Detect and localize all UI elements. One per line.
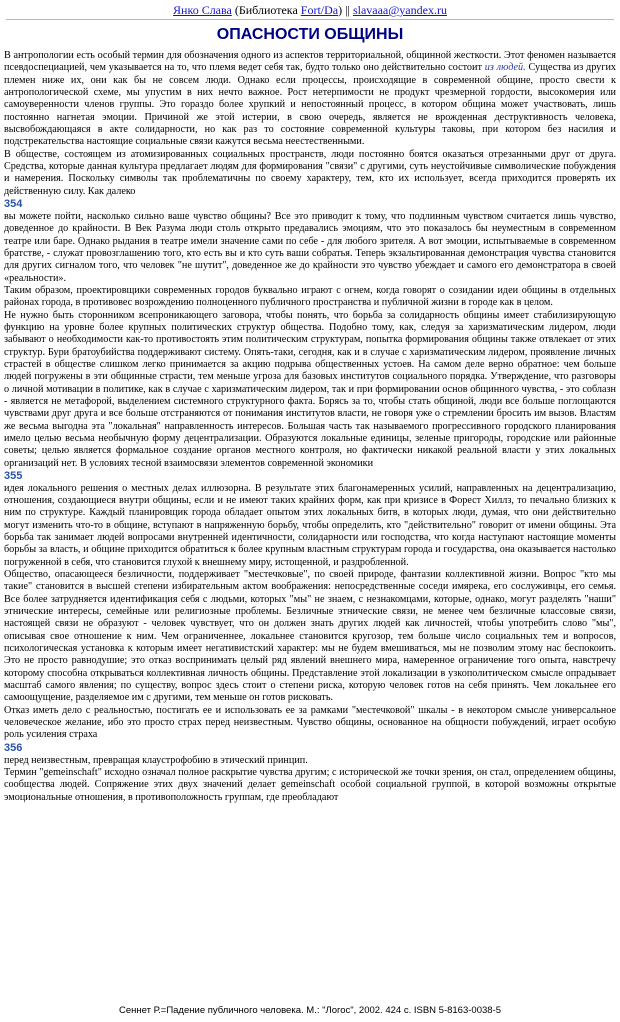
library-suffix: ) || xyxy=(338,3,353,17)
library-link[interactable]: Fort/Da xyxy=(300,3,339,17)
document-body xyxy=(4,50,616,998)
citation-footer: Сеннет Р.=Падение публичного человека. М.: "Логос", 2002. 424 с. ISBN 5-8163-0038-5 xyxy=(119,1005,501,1016)
paragraph-4: Таким образом, проектировщики современных городов буквально играют с огнем, когда говорят о созидании идеи общины в отдельных районах города, в противовес возрождению полноценного публичного пространства и публичной жизни в городе как в целом. xyxy=(4,284,616,309)
paragraph-2: В обществе, состоящем из атомизированных социальных пространств, люди постоянно боятся оказаться отрезанными друг от друга. Средства, которые данная культура предлагает людям для формирования "связи" с другими, суть неустойчивые символические побуждения и намерения. Поскольку символы так проблематичны по своему характеру, тем, кто их использует, всегда приходится проверять их действенную силу. Как далеко xyxy=(4,148,616,197)
paragraph-5: Не нужно быть сторонником всепроникающего заговора, чтобы понять, что борьба за солидарность общины имеет стабилизирующую функцию на уровне более крупных политических структур общества. Подобно тому, как, следуя за харизматическим лидером, люди забывают о необходимости как-то противостоять этим политическим структурам, попытка формирования общины также отвлекает от этих структур. Бури братоубийства поддерживают систему. Опять-таки, сегодня, как и в случае с харизматическим лидером, проявление личных страстей в обществе слишком легко принимается за акцию подрыва общественных устоев. На самом деле верно обратное: чем больше людей погружены в эти общинные страсти, тем меньше угроза для базовых институтов социального порядка. Утверждение, что разговоры о личной мотивации в политике, как в случае с харизматическим лидером, так и при формировании основ общинного чувства, - это соблазн - является не метафорой, выделением системного структурного факта. Борясь за то, чтобы стать общиной, люди все больше поглощаются чувствами друг друга и все больше отстраняются от понимания институтов власти, не говоря уже о стремлении бросить им вызов. Властям же весьма выгодна эта "локальная" направленность интересов. Большая часть так называемого прогрессивного городского планирования имело целью весьма необычную форму децентрализации. Образуются локальные единицы, зеленые пригороды, городские или районные советы; целью является формальное создание органов местного контроля, но фактически никакой реальной власти у этих локальных организаций нет. В условиях тесной взаимосвязи элементов современной экономики xyxy=(4,309,616,469)
emphasis-text: из людей. xyxy=(484,62,526,74)
paragraph-6: идея локального решения о местных делах иллюзорна. В результате этих благонамеренных усилий, направленных на децентрализацию, отношения, создающиеся внутри общины, если и не имеют таких крайних форм, как при кризисе в Форест Хиллз, то печально близких к ним по структуре. Каждый планировщик города обладает опытом этих локальных битв, в которых люди, думая, что они действительно могут изменить что-то в общине, вступают в напряженную борьбу, чтобы определить, кто "действительно" говорит от имени общины. Эта борьба так занимает людей вопросами внутренней идентичности, солидарности или господства, что когда наступают настоящие моменты борьбы за власть, и общине приходится обратиться к более крупным властным структурам города и государства, она оказывается настолько погруженной в себя, что становится глухой к внешнему миру, истощенной, и раздробленной. xyxy=(4,482,616,568)
page-number-355: 355 xyxy=(4,469,23,482)
paragraph-1-end: Существа из других племен ниже их, они как бы не совсем люди. Однако если процессы, происходящие в современной общине, просто свести к антропологической схеме, мы упустим в них нечто важное. Рост нетерпимости не продукт чрезмерной гордости, высокомерия или самоуверенности членов группы. Это гораздо более хрупкий и непостоянный процесс, в котором община может участвовать, лишь постоянно нагнетая эмоции. Причиной же этой истерии, в свою очередь, является не врожденная деструктивность человека, высвобождающаяся в акте солидарности, но как раз то состояние современной культуры таковы, при котором без насилия и подстрекательства настоящие социальные связи кажутся весьма неестественными. xyxy=(4,62,616,148)
library-prefix: (Библиотека xyxy=(234,3,301,17)
paragraph-3: вы можете пойти, насколько сильно ваше чувство общины? Все это приводит к тому, что подлинным чувством считается лишь чувство, доведенное до крайности. В Век Разума люди столь открыто предавались эмоциям, что это показалось бы неуместным в современном театре или баре. Однако рыдания в театре имели значение сами по себе - для любого зрителя. А вот эмоции, испытываемые в современном братстве, - служат провозглашению того, кто есть вы и кто суть ваши собратья. Теперь экзальтированная демонстрация чувства становится для других сигналом того, что человек "не шутит", доведенное же до крайности это чувство убеждает и самого его демонстратора в своей «реальности». xyxy=(4,210,616,284)
email-link[interactable]: slavaaa@yandex.ru xyxy=(352,3,447,17)
paragraph-7: Общество, опасающееся безличности, поддерживает "местечковые", по своей природе, фантазии коллективной жизни. Вопрос "кто мы такие" становится в высшей степени избирательным актом воображения: непосредственные соседи имярека, его сослуживцы, его семья. Все более затрудняется идентификация себя с людьми, которых "мы" не знаем, с незнакомцами, которые, однако, могут разделять "наши" этнические интересы, семейные или религиозные проблемы. Безличные этнические связи, не менее чем безличные классовые связи, настоящей связи не образуют - человек чувствует, что он должен знать других людей как личностей, чтобы употребить слово "мы", описывая свое отношение к ним. Чем ограниченнее, локальнее становится кругозор, тем больше число социальных тем и вопросов, психологическая установка к которым имеет негативистский характер: мы не будем вмешиваться, мы не позволим этому нас беспокоить. Это не просто равнодушие; это отказ воспринимать целый ряд явлений внешнего мира, намеренное ограничение того опыта, навстречу которому способна открываться коллективная личность общины. Представление этой локализации в узкополитическом смысле опрадывает масштаб самого явления; по существу, вопрос здесь стоит о степени риска, которую человек готов на себя принять. Чем локальнее его самоощущение, разделяемое им с другими, тем меньше он готов рисковать. xyxy=(4,569,616,704)
header-divider xyxy=(6,19,614,20)
paragraph-8: Отказ иметь дело с реальностью, постигать ее и использовать ее за рамками "местечковой" шкалы - в некотором смысле универсальное человеческое желание, ибо это просто страх перед неизвестным. Чувство общины, основанное на общности побуждений, играет особую роль усиления страха xyxy=(4,704,616,741)
page-title: ОПАСНОСТИ ОБЩИНЫ xyxy=(216,26,404,43)
paragraph-10: Термин "gemeinschaft" исходно означал полное раскрытие чувства другим; с исторической же точки зрения, он стал, определением общины, сообщества людей. Сопряжение этих двух значений делает gemeinschaft особой социальной группой, в которой возможны открытые эмоциональные отношения, в противоположность группам, где преобладают xyxy=(4,767,616,803)
library-header xyxy=(0,3,620,17)
paragraph-9: перед неизвестным, превращая клаустрофобию в этический принцип. xyxy=(4,754,308,766)
page-number-356: 356 xyxy=(4,741,23,754)
author-link[interactable]: Янко Слава xyxy=(173,3,232,17)
paragraph-1-start: В антропологии есть особый термин для обозначения одного из аспектов территориальной, общинной жесткости. Этот феномен называется псевдоспециацией, чем указывается на то, что племя ведет себя так, будто только оно действительно состоит xyxy=(4,50,616,74)
paragraph-1 xyxy=(4,50,616,149)
page-number-354: 354 xyxy=(4,197,23,210)
